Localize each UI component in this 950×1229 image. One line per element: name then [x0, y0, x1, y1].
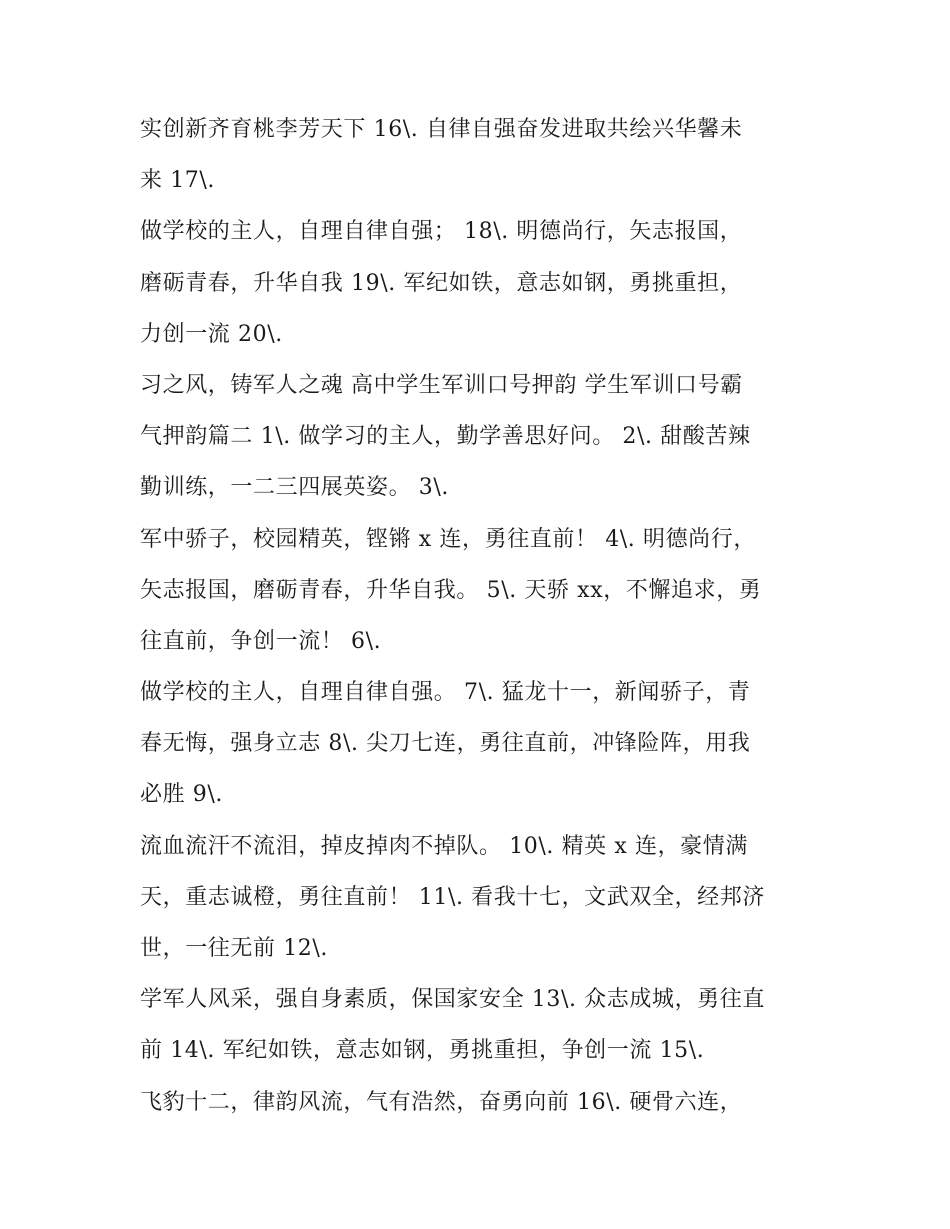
text-line-17: 世，一往无前 12\.	[140, 936, 328, 961]
text-line-20: 飞豹十二，律韵风流，气有浩然，奋勇向前 16\. 硬骨六连，	[140, 1089, 743, 1115]
document-body	[140, 108, 820, 1132]
text-line-11: 往直前，争创一流！ 6\.	[140, 628, 382, 654]
text-line-19: 前 14\. 军纪如铁，意志如钢，勇挑重担，争创一流 15\.	[140, 1038, 705, 1064]
text-line-2: 来 17\.	[140, 168, 215, 194]
text-line-8: 勤训练，一二三四展英姿。 3\.	[140, 475, 449, 501]
text-line-15: 流血流汗不流泪，掉皮掉肉不掉队。 10\. 精英 x 连，豪情满	[140, 833, 748, 859]
text-line-18: 学军人风采，强自身素质，保国家安全 13\. 众志成城，勇往直	[140, 987, 765, 1013]
text-line-6: 习之风，铸军人之魂 高中学生军训口号押韵 学生军训口号霸	[140, 372, 743, 398]
text-line-12: 做学校的主人，自理自律自强。 7\. 猛龙十一，新闻骄子，青	[140, 680, 751, 706]
text-line-10: 矢志报国，磨砺青春，升华自我。 5\. 天骄 xx，不懈追求，勇	[140, 577, 762, 603]
text-line-1: 实创新齐育桃李芳天下 16\. 自律自强奋发进取共绘兴华馨未	[140, 117, 743, 142]
text-line-13: 春无悔，强身立志 8\. 尖刀七连，勇往直前，冲锋险阵，用我	[140, 731, 751, 757]
text-line-4: 磨砺青春，升华自我 19\. 军纪如铁，意志如钢，勇挑重担，	[140, 270, 743, 296]
text-line-5: 力创一流 20\.	[140, 321, 283, 347]
text-line-14: 必胜 9\.	[140, 782, 223, 808]
text-line-16: 天，重志诚橙，勇往直前！ 11\. 看我十七，文武双全，经邦济	[140, 884, 765, 910]
text-line-9: 军中骄子，校园精英，铿锵 x 连，勇往直前！ 4\. 明德尚行，	[140, 526, 756, 552]
text-line-3: 做学校的主人，自理自律自强； 18\. 明德尚行，矢志报国，	[140, 219, 743, 245]
text-line-7: 气押韵篇二 1\. 做学习的主人，勤学善思好问。 2\. 甜酸苦辣	[140, 424, 751, 450]
